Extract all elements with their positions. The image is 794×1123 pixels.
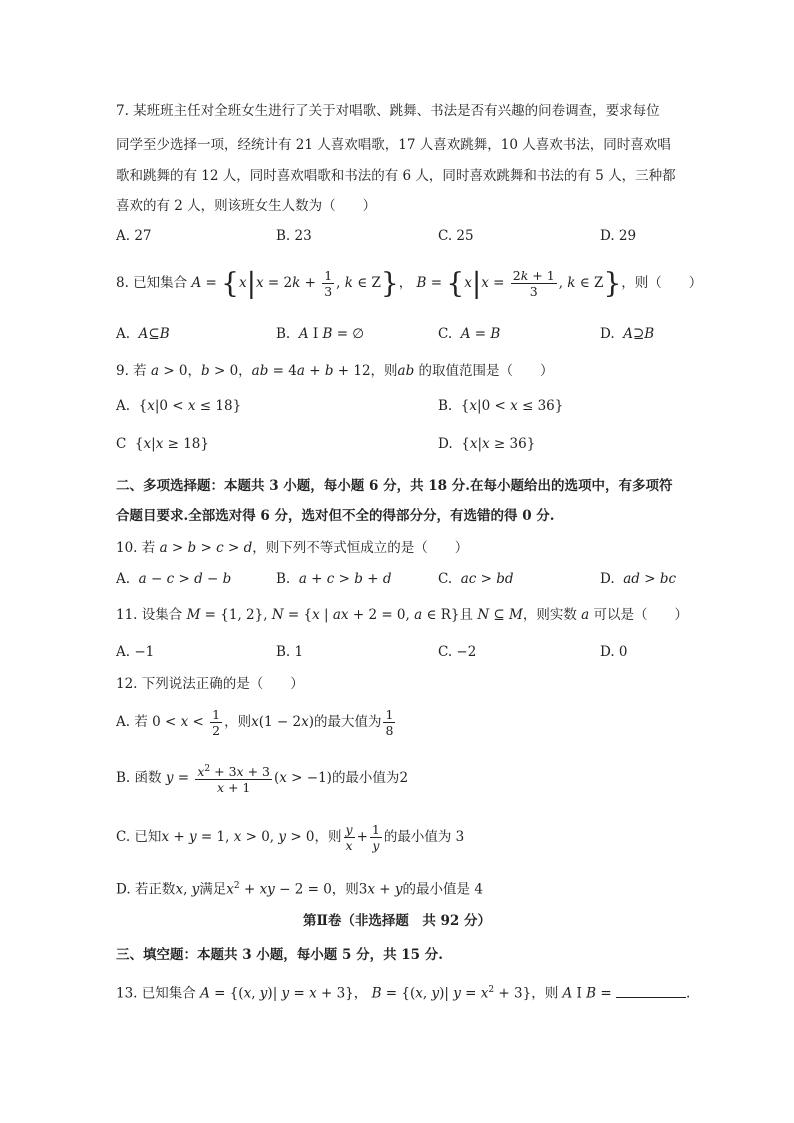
q7-line1: 7. 某班班主任对全班女生进行了关于对唱歌、跳舞、书法是否有兴趣的问卷调查，要求每位 — [116, 103, 660, 119]
q8-then: ，则（ ） — [621, 275, 703, 291]
q10-stem: 10. 若 a > b > c > d，则下列不等式恒成立的是（ ） — [116, 540, 469, 556]
q9-option-a: A. {x|0 < x ≤ 18} — [116, 398, 242, 414]
section3-heading: 三、填空题：本题共 3 小题，每小题 5 分，共 15 分. — [116, 947, 443, 963]
q9-option-b: B. {x|0 < x ≤ 36} — [438, 398, 564, 414]
q8-option-a: A. A⊆B — [116, 326, 170, 342]
q11-stem: 11. 设集合 M = {1, 2}, N = {x | ax + 2 = 0, a ∈ R}且 N ⊆ M，则实数 a 可以是（ ） — [116, 607, 689, 623]
q8-option-d: D. A⊇B — [600, 326, 655, 342]
q12-option-a: A. 若 0 < x < $\frac{1}{2}$ ，则x(1 − 2x)的最大值为 $\frac{1}{8}$ — [116, 707, 394, 738]
q10-option-b: B. a + c > b + d — [276, 571, 392, 587]
q11-option-c: C. −2 — [438, 644, 477, 660]
q9-stem: 9. 若 a > 0，b > 0，ab = 4a + b + 12，则ab 的取值范围是（ ） — [116, 363, 554, 379]
q7-option-b: B. 23 — [276, 228, 312, 244]
q10-option-a: A. a − c > d − b — [116, 571, 232, 587]
q11-option-d: D. 0 — [600, 644, 628, 660]
q7-option-a: A. 27 — [116, 228, 152, 244]
q12-option-b: B. 函数 y = $\frac{x^2 + 3x + 3}{x + 1}$ (x > −1)的最小值为2 — [116, 764, 409, 796]
q11-option-a: A. −1 — [116, 644, 155, 660]
q12-option-c: C. 已知x + y = 1, x > 0, y > 0，则 $\frac{y}{x}$ + $\frac{1}{y}$ 的最小值为 3 — [116, 822, 465, 853]
answer-blank — [616, 983, 686, 998]
q9-option-d: D. {x|x ≥ 36} — [438, 436, 536, 452]
q8-option-b: B. A I B = ∅ — [276, 326, 365, 342]
q7-option-c: C. 25 — [438, 228, 474, 244]
q8-prefix: 8. 已知集合 — [116, 275, 188, 291]
q9-option-c: C {x|x ≥ 18} — [116, 436, 209, 452]
q7-line3: 歌和跳舞的有 12 人，同时喜欢唱歌和书法的有 6 人，同时喜欢跳舞和书法的有 5 人，三种都 — [116, 168, 676, 184]
section2-heading-line1: 二、多项选择题：本题共 3 小题，每小题 6 分，共 18 分.在每小题给出的选项中，有多项符 — [116, 478, 673, 494]
section2-heading-line2: 合题目要求.全部选对得 6 分，选对但不全的得部分分，有选错的得 0 分. — [116, 508, 555, 524]
q8-option-c: C. A = B — [438, 326, 501, 342]
q12-stem: 12. 下列说法正确的是（ ） — [116, 676, 304, 692]
q7-line4: 喜欢的有 2 人，则该班女生人数为（ ） — [116, 198, 377, 214]
q7-option-d: D. 29 — [600, 228, 637, 244]
q10-option-c: C. ac > bd — [438, 571, 514, 587]
q11-option-b: B. 1 — [276, 644, 304, 660]
q13-stem: 13. 已知集合 A = {(x, y)| y = x + 3}， B = {(x, y)| $y = x^2 + 3$}，则 A I B = . — [116, 980, 690, 1004]
q12-option-d: D. 若正数x, y满足$x^2$ + xy − 2 = 0，则3x + y的最小值是 4 — [116, 881, 483, 898]
part2-heading: 第Ⅱ卷（非选择题 共 92 分） — [302, 913, 492, 929]
q7-line2: 同学至少选择一项，经统计有 21 人喜欢唱歌，17 人喜欢跳舞，10 人喜欢书法，同时喜欢唱 — [116, 137, 671, 153]
q8-stem: 8. 已知集合 A = {x|x = 2k + $\frac{1}{3}$ , k ∈ Z}， B = {x|x = $\frac{2k + 1}{3}$ , k ∈ Z}，则（ ） — [116, 266, 703, 300]
q10-option-d: D. ad > bc — [600, 571, 677, 587]
